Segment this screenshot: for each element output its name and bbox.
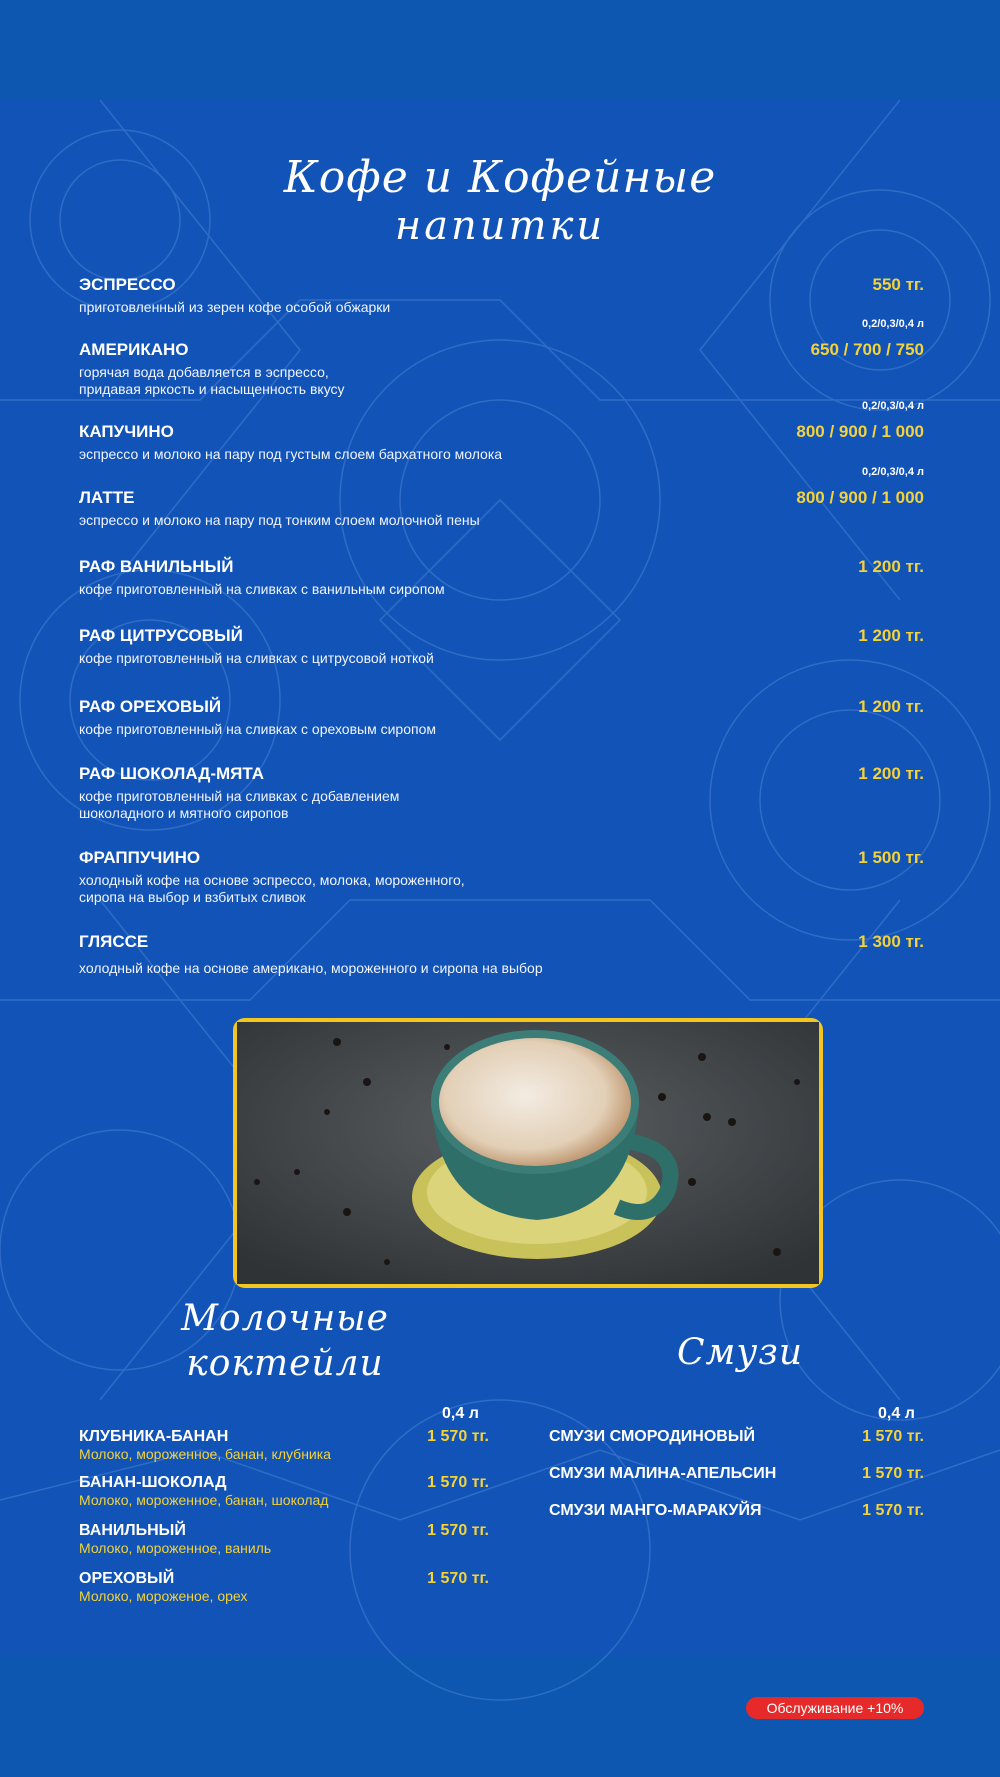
- milkshake-item: [79, 1474, 489, 1508]
- smoothie-item: [549, 1502, 924, 1520]
- item-description: кофе приготовленный на сливках с ванильным сиропом: [79, 581, 445, 597]
- item-sizes: 0,2/0,3/0,4 л: [861, 466, 924, 478]
- item-name: ЛАТТЕ: [79, 488, 135, 507]
- item-price: 1 300 тг.: [858, 932, 924, 951]
- item-name: ФРАППУЧИНО: [79, 848, 201, 867]
- item-name: ГЛЯССЕ: [79, 932, 149, 951]
- menu-item: [79, 626, 924, 667]
- item-price: 1 570 тг.: [427, 1570, 489, 1587]
- item-price: 1 570 тг.: [427, 1428, 489, 1445]
- milkshakes-size: 0,4 л: [442, 1405, 479, 1422]
- item-name: АМЕРИКАНО: [79, 340, 189, 359]
- item-name: РАФ ОРЕХОВЫЙ: [79, 697, 222, 716]
- item-name: СМУЗИ МАЛИНА-АПЕЛЬСИН: [549, 1465, 777, 1482]
- menu-item: [79, 400, 924, 463]
- milkshake-item: [79, 1570, 489, 1604]
- item-description: холодный кофе на основе американо, мороженного и сиропа на выбор: [79, 960, 543, 976]
- item-description: эспрессо и молоко на пару под густым слоем бархатного молока: [79, 446, 503, 462]
- item-price: 1 570 тг.: [862, 1428, 924, 1445]
- menu-item: [79, 466, 924, 529]
- item-name: РАФ ЦИТРУСОВЫЙ: [79, 626, 243, 645]
- item-description: кофе приготовленный на сливках с цитрусовой ноткой: [79, 650, 434, 666]
- item-name: ОРЕХОВЫЙ: [79, 1570, 175, 1587]
- item-description: эспрессо и молоко на пару под тонким слоем молочной пены: [79, 512, 480, 528]
- item-price: 1 570 тг.: [427, 1522, 489, 1539]
- smoothie-item: [549, 1465, 924, 1483]
- item-description: приготовленный из зерен кофе особой обжарки: [79, 299, 391, 315]
- item-price: 1 200 тг.: [858, 626, 924, 645]
- item-price: 550 тг.: [872, 275, 924, 294]
- item-price: 1 570 тг.: [427, 1474, 489, 1491]
- menu-item: [79, 764, 924, 822]
- smoothies-title: Смузи: [676, 1332, 804, 1373]
- menu-page: [0, 100, 1000, 1716]
- milkshakes-title: Молочные: [181, 1298, 389, 1339]
- item-description: Молоко, мороженное, банан, клубника: [79, 1446, 331, 1462]
- item-price: 1 500 тг.: [858, 848, 924, 867]
- item-price: 650 / 700 / 750: [810, 340, 924, 359]
- item-name: СМУЗИ МАНГО-МАРАКУЙЯ: [549, 1502, 762, 1519]
- item-price: 1 200 тг.: [858, 697, 924, 716]
- item-price: 1 570 тг.: [862, 1502, 924, 1519]
- service-charge-badge: Обслуживание +10%: [746, 1697, 924, 1719]
- item-name: ЭСПРЕССО: [79, 275, 176, 294]
- item-sizes: 0,2/0,3/0,4 л: [861, 400, 924, 412]
- item-price: 1 200 тг.: [858, 764, 924, 783]
- milkshake-item: [79, 1522, 489, 1556]
- menu-item: [79, 275, 924, 316]
- smoothies-size: 0,4 л: [878, 1405, 915, 1422]
- item-description: Молоко, мороженое, орех: [79, 1588, 248, 1604]
- item-description: Молоко, мороженное, банан, шоколад: [79, 1492, 329, 1508]
- coffee-cup-photo: [233, 1018, 823, 1288]
- item-name: БАНАН-ШОКОЛАД: [79, 1474, 227, 1491]
- item-name: РАФ ШОКОЛАД-МЯТА: [79, 764, 264, 783]
- item-description: горячая вода добавляется в эспрессо, придавая яркость и насыщенность вкусу: [79, 364, 345, 397]
- menu-item: [79, 318, 924, 398]
- menu-item: [79, 848, 924, 906]
- coffee-section-title: Кофе и Кофейные: [283, 152, 717, 203]
- menu-item: [79, 697, 924, 738]
- item-description: холодный кофе на основе эспрессо, молока, мороженного, сиропа на выбор и взбитых сливок: [79, 872, 465, 905]
- item-description: кофе приготовленный на сливках с ореховым сиропом: [79, 721, 436, 737]
- item-price: 1 570 тг.: [862, 1465, 924, 1482]
- menu-item: [79, 557, 924, 598]
- item-sizes: 0,2/0,3/0,4 л: [861, 318, 924, 330]
- milkshakes-subtitle: коктейли: [186, 1343, 384, 1384]
- item-name: РАФ ВАНИЛЬНЫЙ: [79, 557, 234, 576]
- item-price: 800 / 900 / 1 000: [796, 488, 924, 507]
- item-price: 800 / 900 / 1 000: [796, 422, 924, 441]
- item-name: КЛУБНИКА-БАНАН: [79, 1428, 229, 1445]
- item-name: ВАНИЛЬНЫЙ: [79, 1522, 186, 1539]
- smoothie-item: [549, 1428, 924, 1446]
- item-price: 1 200 тг.: [858, 557, 924, 576]
- item-name: КАПУЧИНО: [79, 422, 174, 441]
- item-name: СМУЗИ СМОРОДИНОВЫЙ: [549, 1428, 756, 1445]
- item-description: кофе приготовленный на сливках с добавлением шоколадного и мятного сиропов: [79, 788, 400, 821]
- coffee-section-subtitle: напитки: [394, 203, 606, 249]
- item-description: Молоко, мороженное, ваниль: [79, 1540, 272, 1556]
- milkshake-item: [79, 1428, 489, 1462]
- menu-item: [79, 932, 924, 977]
